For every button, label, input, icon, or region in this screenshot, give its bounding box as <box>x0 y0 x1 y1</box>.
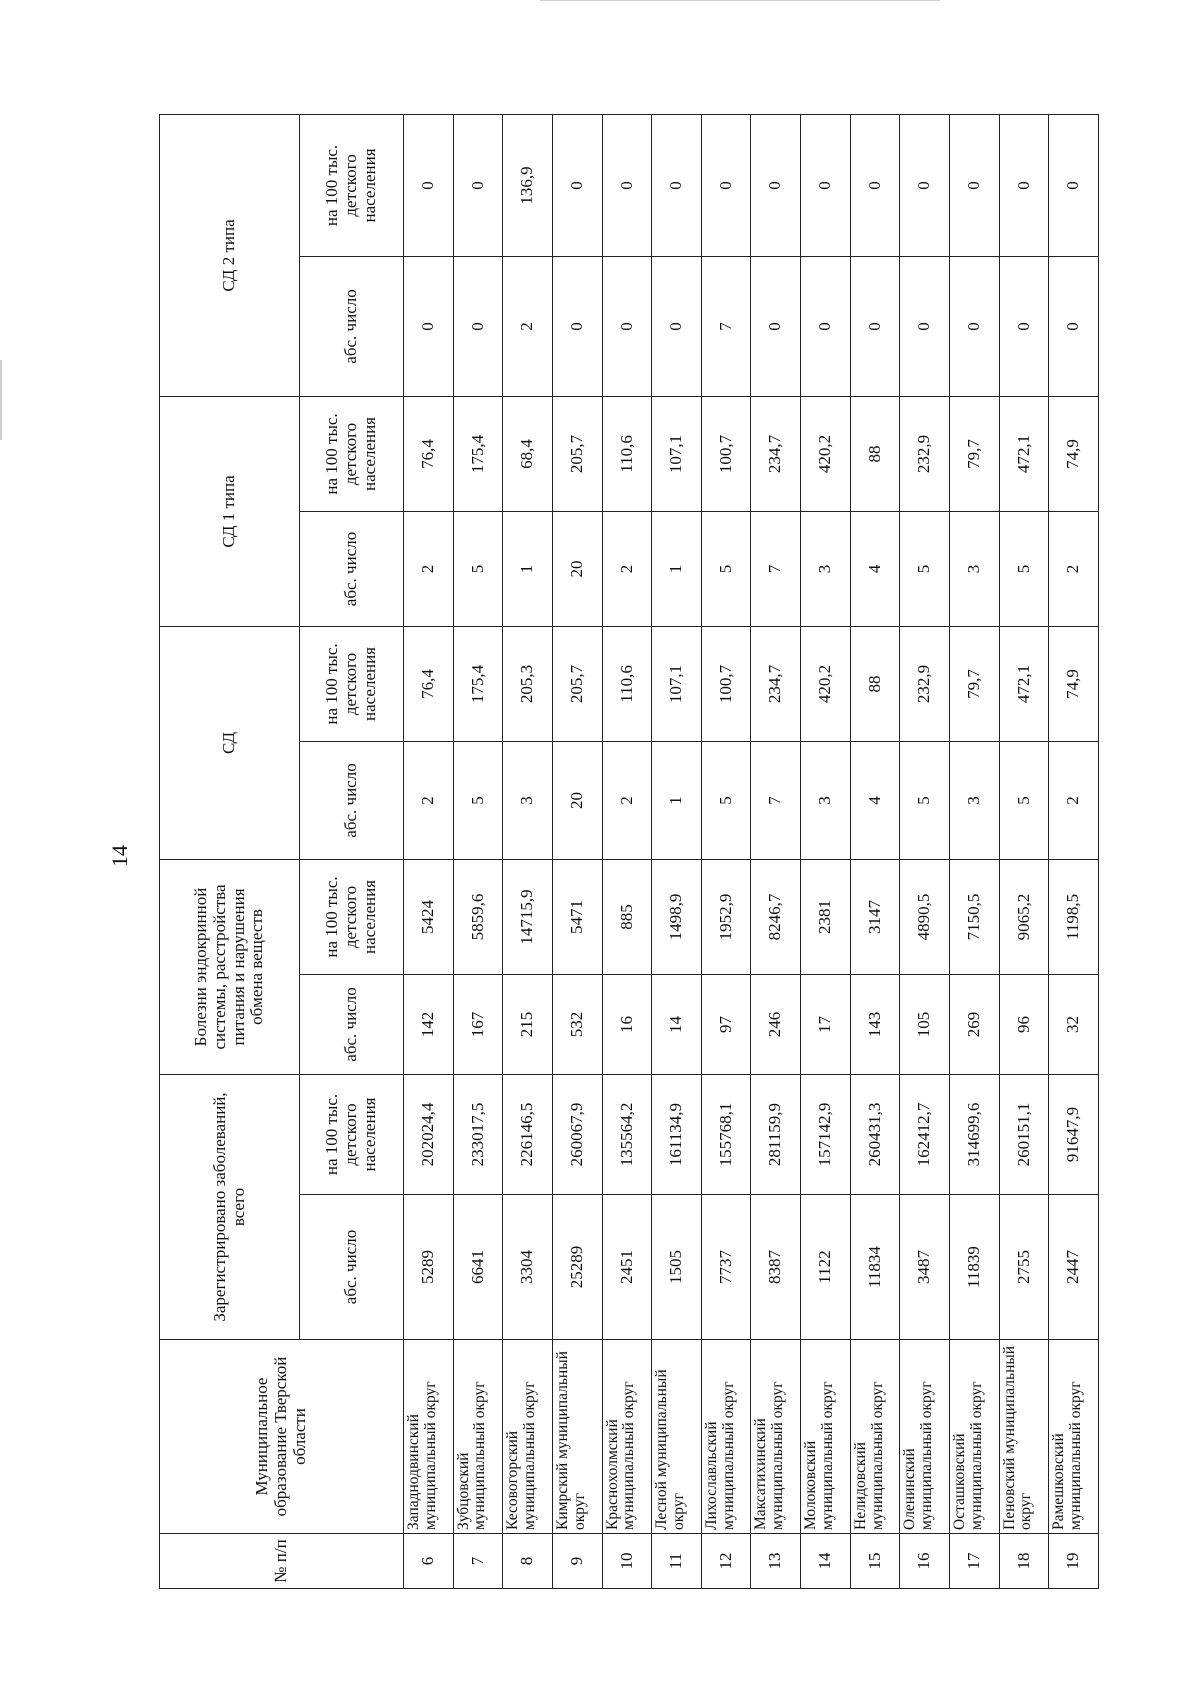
cell-end-rate: 8246,7 <box>751 859 801 974</box>
subheader-rate: на 100 тыс. детского населения <box>300 1074 404 1194</box>
cell-sd2-abs: 0 <box>751 256 801 396</box>
cell-sd-abs: 20 <box>552 741 602 859</box>
cell-end-rate: 5471 <box>552 859 602 974</box>
cell-sd2-abs: 0 <box>950 256 1000 396</box>
cell-name: Молоковский муниципальный округ <box>801 1340 851 1534</box>
cell-sd2-abs: 0 <box>1049 256 1099 396</box>
cell-reg-abs: 3304 <box>503 1195 553 1340</box>
cell-end-rate: 14715,9 <box>503 859 553 974</box>
cell-sd1-abs: 1 <box>652 511 702 626</box>
subheader-rate: на 100 тыс. детского населения <box>300 114 404 256</box>
cell-num: 12 <box>701 1534 751 1589</box>
cell-sd-rate: 74,9 <box>1049 626 1099 741</box>
table-row <box>404 114 454 1588</box>
cell-sd2-abs: 0 <box>453 256 503 396</box>
cell-sd2-rate: 0 <box>602 114 652 256</box>
cell-end-abs: 246 <box>751 974 801 1074</box>
cell-reg-rate: 202024,4 <box>404 1074 454 1194</box>
cell-reg-rate: 314699,6 <box>950 1074 1000 1194</box>
cell-sd2-abs: 0 <box>404 256 454 396</box>
cell-name: Краснохолмский муниципальный округ <box>602 1340 652 1534</box>
rotated-table-container <box>159 115 1099 1589</box>
cell-name: Осташковский муниципальный округ <box>950 1340 1000 1534</box>
cell-sd2-rate: 0 <box>453 114 503 256</box>
cell-sd2-rate: 0 <box>552 114 602 256</box>
cell-end-abs: 17 <box>801 974 851 1074</box>
cell-sd-rate: 76,4 <box>404 626 454 741</box>
cell-end-rate: 5859,6 <box>453 859 503 974</box>
cell-reg-rate: 260067,9 <box>552 1074 602 1194</box>
cell-sd1-rate: 205,7 <box>552 396 602 511</box>
cell-num: 8 <box>503 1534 553 1589</box>
cell-sd1-abs: 5 <box>701 511 751 626</box>
cell-name: Лесной муниципальный округ <box>652 1340 702 1534</box>
cell-sd-abs: 5 <box>900 741 950 859</box>
cell-sd2-abs: 0 <box>652 256 702 396</box>
cell-end-abs: 142 <box>404 974 454 1074</box>
cell-sd1-rate: 472,1 <box>999 396 1049 511</box>
cell-sd1-rate: 107,1 <box>652 396 702 511</box>
morbidity-table <box>159 114 1099 1589</box>
cell-sd1-rate: 232,9 <box>900 396 950 511</box>
cell-sd-rate: 175,4 <box>453 626 503 741</box>
cell-end-rate: 5424 <box>404 859 454 974</box>
cell-sd-rate: 107,1 <box>652 626 702 741</box>
cell-reg-rate: 281159,9 <box>751 1074 801 1194</box>
cell-end-abs: 269 <box>950 974 1000 1074</box>
cell-sd-abs: 3 <box>950 741 1000 859</box>
cell-end-rate: 2381 <box>801 859 851 974</box>
cell-name: Кимрский муниципальный округ <box>552 1340 602 1534</box>
header-sd1: СД 1 типа <box>160 396 300 626</box>
cell-reg-abs: 3487 <box>900 1195 950 1340</box>
cell-reg-rate: 135564,2 <box>602 1074 652 1194</box>
cell-sd2-rate: 136,9 <box>503 114 553 256</box>
cell-end-abs: 16 <box>602 974 652 1074</box>
subheader-rate: на 100 тыс. детского населения <box>300 396 404 511</box>
cell-end-abs: 14 <box>652 974 702 1074</box>
cell-reg-rate: 233017,5 <box>453 1074 503 1194</box>
cell-sd-abs: 5 <box>701 741 751 859</box>
cell-reg-abs: 8387 <box>751 1195 801 1340</box>
cell-name: Западнодвинский муниципальный округ <box>404 1340 454 1534</box>
cell-end-abs: 532 <box>552 974 602 1074</box>
cell-sd-abs: 1 <box>652 741 702 859</box>
cell-sd1-rate: 76,4 <box>404 396 454 511</box>
cell-end-rate: 4890,5 <box>900 859 950 974</box>
cell-num: 13 <box>751 1534 801 1589</box>
cell-reg-abs: 11839 <box>950 1195 1000 1340</box>
cell-reg-rate: 260151,1 <box>999 1074 1049 1194</box>
cell-sd1-abs: 3 <box>801 511 851 626</box>
cell-sd2-rate: 0 <box>652 114 702 256</box>
cell-sd1-rate: 88 <box>850 396 900 511</box>
subheader-abs: абс. число <box>300 974 404 1074</box>
subheader-abs: абс. число <box>300 741 404 859</box>
cell-sd2-abs: 0 <box>850 256 900 396</box>
cell-sd1-abs: 4 <box>850 511 900 626</box>
cell-sd-abs: 3 <box>503 741 553 859</box>
cell-reg-abs: 2447 <box>1049 1195 1099 1340</box>
cell-end-rate: 9065,2 <box>999 859 1049 974</box>
cell-end-abs: 96 <box>999 974 1049 1074</box>
table-body <box>404 114 1099 1588</box>
cell-sd-rate: 234,7 <box>751 626 801 741</box>
cell-sd-abs: 2 <box>1049 741 1099 859</box>
header-sd2: СД 2 типа <box>160 114 300 396</box>
cell-sd2-abs: 7 <box>701 256 751 396</box>
cell-reg-abs: 2451 <box>602 1195 652 1340</box>
cell-sd-abs: 2 <box>404 741 454 859</box>
cell-name: Рамешковский муниципальный округ <box>1049 1340 1099 1534</box>
cell-sd-rate: 205,7 <box>552 626 602 741</box>
table-row <box>999 114 1049 1588</box>
cell-name: Зубцовский муниципальный округ <box>453 1340 503 1534</box>
cell-sd2-rate: 0 <box>404 114 454 256</box>
cell-num: 11 <box>652 1534 702 1589</box>
cell-sd2-abs: 0 <box>552 256 602 396</box>
page-number: 14 <box>107 845 132 867</box>
cell-reg-rate: 157142,9 <box>801 1074 851 1194</box>
cell-end-abs: 167 <box>453 974 503 1074</box>
table-row <box>701 114 751 1588</box>
cell-sd-abs: 5 <box>999 741 1049 859</box>
cell-name: Оленинский муниципальный округ <box>900 1340 950 1534</box>
cell-sd1-rate: 79,7 <box>950 396 1000 511</box>
header-municipality: Муниципальное образование Тверской области <box>160 1340 404 1534</box>
cell-sd-rate: 232,9 <box>900 626 950 741</box>
scan-artifact-line <box>540 0 940 1</box>
table-row <box>850 114 900 1588</box>
cell-sd1-abs: 2 <box>404 511 454 626</box>
cell-reg-abs: 25289 <box>552 1195 602 1340</box>
cell-end-abs: 215 <box>503 974 553 1074</box>
cell-sd-rate: 205,3 <box>503 626 553 741</box>
table-row <box>453 114 503 1588</box>
cell-sd1-abs: 1 <box>503 511 553 626</box>
header-registered: Зарегистрировано заболеваний, всего <box>160 1074 300 1339</box>
cell-sd-abs: 2 <box>602 741 652 859</box>
cell-reg-abs: 11834 <box>850 1195 900 1340</box>
table-row <box>602 114 652 1588</box>
cell-end-rate: 1198,5 <box>1049 859 1099 974</box>
table-row <box>652 114 702 1588</box>
cell-sd-abs: 4 <box>850 741 900 859</box>
header-row-1 <box>160 114 300 1588</box>
cell-sd2-abs: 0 <box>801 256 851 396</box>
table-row <box>900 114 950 1588</box>
cell-sd1-abs: 5 <box>453 511 503 626</box>
cell-sd-rate: 110,6 <box>602 626 652 741</box>
cell-sd1-rate: 420,2 <box>801 396 851 511</box>
cell-reg-rate: 91647,9 <box>1049 1074 1099 1194</box>
cell-end-rate: 885 <box>602 859 652 974</box>
cell-num: 18 <box>999 1534 1049 1589</box>
cell-end-rate: 7150,5 <box>950 859 1000 974</box>
cell-reg-abs: 1505 <box>652 1195 702 1340</box>
cell-name: Лихославльский муниципальный округ <box>701 1340 751 1534</box>
cell-sd2-rate: 0 <box>751 114 801 256</box>
table-row <box>950 114 1000 1588</box>
subheader-rate: на 100 тыс. детского населения <box>300 626 404 741</box>
cell-sd2-rate: 0 <box>999 114 1049 256</box>
cell-sd2-abs: 0 <box>602 256 652 396</box>
subheader-rate: на 100 тыс. детского населения <box>300 859 404 974</box>
cell-sd1-abs: 5 <box>900 511 950 626</box>
cell-sd-rate: 88 <box>850 626 900 741</box>
cell-end-abs: 97 <box>701 974 751 1074</box>
cell-reg-abs: 5289 <box>404 1195 454 1340</box>
cell-end-rate: 1952,9 <box>701 859 751 974</box>
cell-name: Пеновский муниципальный округ <box>999 1340 1049 1534</box>
cell-sd-abs: 5 <box>453 741 503 859</box>
cell-sd1-rate: 234,7 <box>751 396 801 511</box>
cell-sd2-rate: 0 <box>801 114 851 256</box>
cell-num: 9 <box>552 1534 602 1589</box>
cell-sd1-abs: 5 <box>999 511 1049 626</box>
cell-reg-rate: 226146,5 <box>503 1074 553 1194</box>
cell-reg-rate: 260431,3 <box>850 1074 900 1194</box>
cell-num: 7 <box>453 1534 503 1589</box>
cell-reg-abs: 6641 <box>453 1195 503 1340</box>
cell-sd2-abs: 0 <box>999 256 1049 396</box>
cell-sd-rate: 79,7 <box>950 626 1000 741</box>
table-row <box>503 114 553 1588</box>
cell-end-rate: 1498,9 <box>652 859 702 974</box>
cell-sd2-abs: 2 <box>503 256 553 396</box>
cell-sd1-abs: 20 <box>552 511 602 626</box>
cell-num: 16 <box>900 1534 950 1589</box>
cell-sd2-rate: 0 <box>850 114 900 256</box>
subheader-abs: абс. число <box>300 1195 404 1340</box>
cell-reg-rate: 155768,1 <box>701 1074 751 1194</box>
cell-sd1-rate: 110,6 <box>602 396 652 511</box>
cell-sd-abs: 7 <box>751 741 801 859</box>
cell-reg-abs: 7737 <box>701 1195 751 1340</box>
cell-end-abs: 105 <box>900 974 950 1074</box>
header-num: № п/п <box>160 1534 404 1589</box>
cell-sd-rate: 100,7 <box>701 626 751 741</box>
cell-sd1-abs: 2 <box>602 511 652 626</box>
cell-name: Нелидовский муниципальный округ <box>850 1340 900 1534</box>
cell-end-rate: 3147 <box>850 859 900 974</box>
cell-num: 15 <box>850 1534 900 1589</box>
cell-sd-rate: 472,1 <box>999 626 1049 741</box>
cell-sd2-abs: 0 <box>900 256 950 396</box>
cell-sd1-abs: 2 <box>1049 511 1099 626</box>
cell-reg-rate: 162412,7 <box>900 1074 950 1194</box>
cell-end-abs: 32 <box>1049 974 1099 1074</box>
cell-sd2-rate: 0 <box>1049 114 1099 256</box>
cell-num: 19 <box>1049 1534 1099 1589</box>
header-endocrine: Болезни эндокринной системы, расстройства питания и нарушения обмена веществ <box>160 859 300 1074</box>
cell-name: Максатихинский муниципальный округ <box>751 1340 801 1534</box>
cell-end-abs: 143 <box>850 974 900 1074</box>
cell-sd1-rate: 74,9 <box>1049 396 1099 511</box>
cell-sd1-rate: 100,7 <box>701 396 751 511</box>
cell-sd-rate: 420,2 <box>801 626 851 741</box>
cell-sd2-rate: 0 <box>701 114 751 256</box>
table-row <box>801 114 851 1588</box>
subheader-abs: абс. число <box>300 256 404 396</box>
cell-name: Кесовогорский муниципальный округ <box>503 1340 553 1534</box>
cell-num: 6 <box>404 1534 454 1589</box>
cell-reg-abs: 1122 <box>801 1195 851 1340</box>
cell-reg-abs: 2755 <box>999 1195 1049 1340</box>
table-row <box>751 114 801 1588</box>
cell-num: 10 <box>602 1534 652 1589</box>
cell-sd1-rate: 68,4 <box>503 396 553 511</box>
cell-sd2-rate: 0 <box>900 114 950 256</box>
cell-reg-rate: 161134,9 <box>652 1074 702 1194</box>
cell-num: 17 <box>950 1534 1000 1589</box>
cell-sd-abs: 3 <box>801 741 851 859</box>
table-row <box>552 114 602 1588</box>
cell-sd1-abs: 3 <box>950 511 1000 626</box>
header-sd: СД <box>160 626 300 859</box>
cell-sd1-rate: 175,4 <box>453 396 503 511</box>
cell-num: 14 <box>801 1534 851 1589</box>
cell-sd1-abs: 7 <box>751 511 801 626</box>
table-row <box>1049 114 1099 1588</box>
subheader-abs: абс. число <box>300 511 404 626</box>
cell-sd2-rate: 0 <box>950 114 1000 256</box>
scan-artifact-line <box>0 360 2 440</box>
